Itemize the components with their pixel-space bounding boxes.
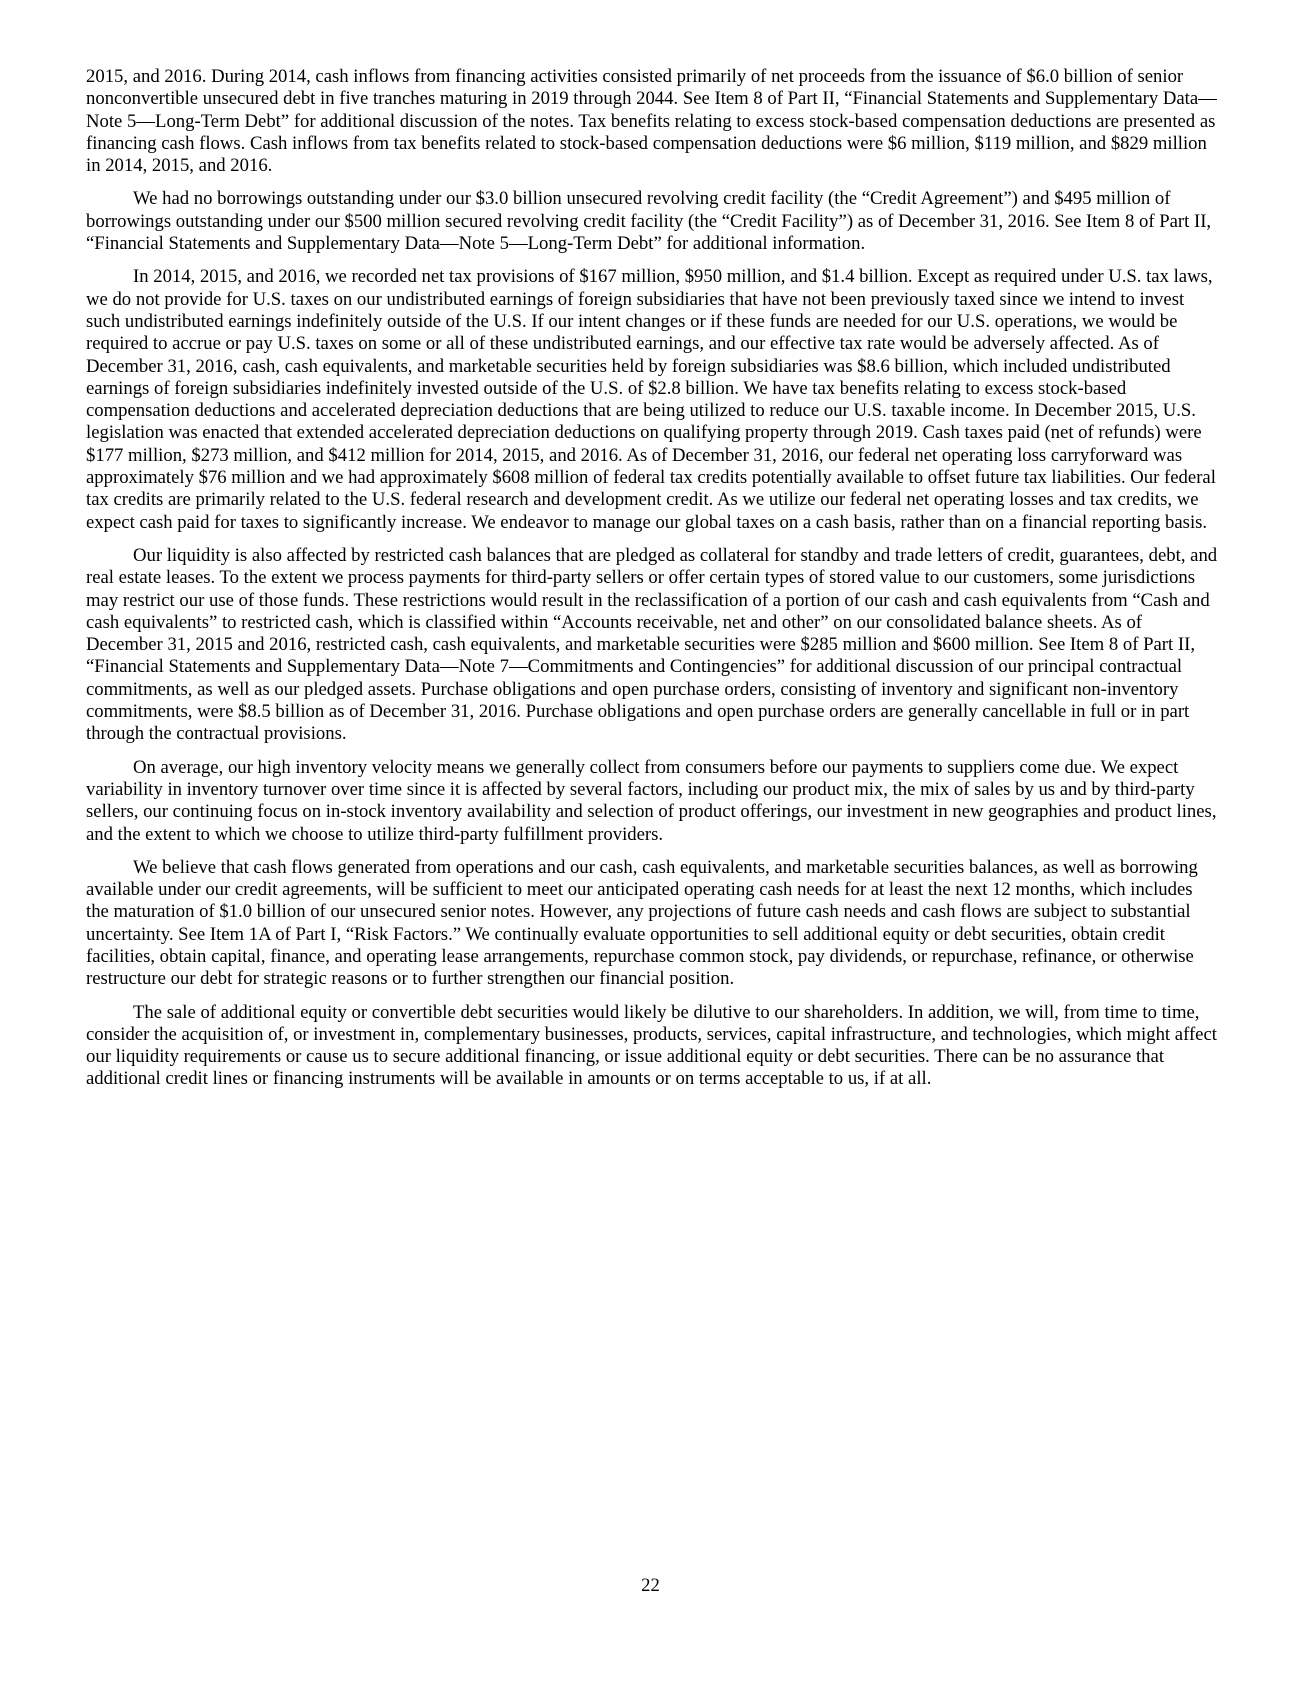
paragraph-inventory-velocity: On average, our high inventory velocity means we generally collect from consumers before our payments to suppliers come due. We expect variability in inventory turnover over time since it is affected by several factors, including our product mix, the mix of sales by us and by third-party sellers, our continuing focus on in-stock inventory availability and selection of product offerings, our investment in new geographies and product lines, and the extent to which we choose to utilize third-party fulfillment providers. (86, 756, 1217, 845)
paragraph-equity-dilution: The sale of additional equity or convertible debt securities would likely be dilutive to our shareholders. In addition, we will, from time to time, consider the acquisition of, or investment in, complementary businesses, products, services, capital infrastructure, and technologies, which might affect our liquidity requirements or cause us to secure additional financing, or issue additional equity or debt securities. There can be no assurance that additional credit lines or financing instruments will be available in amounts or on terms acceptable to us, if at all. (86, 1001, 1217, 1090)
paragraph-financing-cash-inflows: 2015, and 2016. During 2014, cash inflows from financing activities consisted primarily of net proceeds from the issuance of $6.0 billion of senior nonconvertible unsecured debt in five tranches maturing in 2019 through 2044. See Item 8 of Part II, “Financial Statements and Supplementary Data—Note 5—Long-Term Debt” for additional discussion of the notes. Tax benefits relating to excess stock-based compensation deductions are presented as financing cash flows. Cash inflows from tax benefits related to stock-based compensation deductions were $6 million, $119 million, and $829 million in 2014, 2015, and 2016. (86, 66, 1217, 177)
paragraph-restricted-cash: Our liquidity is also affected by restricted cash balances that are pledged as collateral for standby and trade letters of credit, guarantees, debt, and real estate leases. To the extent we process payments for third-party sellers or offer certain types of stored value to our customers, some jurisdictions may restrict our use of those funds. These restrictions would result in the reclassification of a portion of our cash and cash equivalents from “Cash and cash equivalents” to restricted cash, which is classified within “Accounts receivable, net and other” on our consolidated balance sheets. As of December 31, 2015 and 2016, restricted cash, cash equivalents, and marketable securities were $285 million and $600 million. See Item 8 of Part II, “Financial Statements and Supplementary Data—Note 7—Commitments and Contingencies” for additional discussion of our principal contractual commitments, as well as our pledged assets. Purchase obligations and open purchase orders, consisting of inventory and significant non-inventory commitments, were $8.5 billion as of December 31, 2016. Purchase obligations and open purchase orders are generally cancellable in full or in part through the contractual provisions. (86, 544, 1218, 745)
paragraph-credit-facilities: We had no borrowings outstanding under our $3.0 billion unsecured revolving credit facility (the “Credit Agreement”) and $495 million of borrowings outstanding under our $500 million secured revolving credit facility (the “Credit Facility”) as of December 31, 2016. See Item 8 of Part II, “Financial Statements and Supplementary Data—Note 5—Long-Term Debt” for additional information. (86, 188, 1212, 255)
paragraph-tax-provisions: In 2014, 2015, and 2016, we recorded net tax provisions of $167 million, $950 million, and $1.4 billion. Except as required under U.S. tax laws, we do not provide for U.S. taxes on our undistributed earnings of foreign subsidiaries that have not been previously taxed since we intend to invest such undistributed earnings indefinitely outside of the U.S. If our intent changes or if these funds are needed for our U.S. operations, we would be required to accrue or pay U.S. taxes on some or all of these undistributed earnings, and our effective tax rate would be adversely affected. As of December 31, 2016, cash, cash equivalents, and marketable securities held by foreign subsidiaries was $8.6 billion, which included undistributed earnings of foreign subsidiaries indefinitely invested outside of the U.S. of $2.8 billion. We have tax benefits relating to excess stock-based compensation deductions and accelerated depreciation deductions that are being utilized to reduce our U.S. taxable income. In December 2015, U.S. legislation was enacted that extended accelerated depreciation deductions on qualifying property through 2019. Cash taxes paid (net of refunds) were $177 million, $273 million, and $412 million for 2014, 2015, and 2016. As of December 31, 2016, our federal net operating loss carryforward was approximately $76 million and we had approximately $608 million of federal tax credits potentially available to offset future tax liabilities. Our federal tax credits are primarily related to the U.S. federal research and development credit. As we utilize our federal net operating losses and tax credits, we expect cash paid for taxes to significantly increase. We endeavor to manage our global taxes on a cash basis, rather than on a financial reporting basis. (86, 266, 1216, 533)
document-body (86, 66, 1218, 1102)
paragraph-liquidity-outlook: We believe that cash flows generated from operations and our cash, cash equivalents, and marketable securities balances, as well as borrowing available under our credit agreements, will be sufficient to meet our anticipated operating cash needs for at least the next 12 months, which includes the maturation of $1.0 billion of our unsecured senior notes. However, any projections of future cash needs and cash flows are subject to substantial uncertainty. See Item 1A of Part I, “Risk Factors.” We continually evaluate opportunities to sell additional equity or debt securities, obtain credit facilities, obtain capital, finance, and operating lease arrangements, repurchase common stock, pay dividends, or repurchase, refinance, or otherwise restructure our debt for strategic reasons or to further strengthen our financial position. (86, 856, 1198, 990)
page-number: 22 (641, 1575, 660, 1596)
